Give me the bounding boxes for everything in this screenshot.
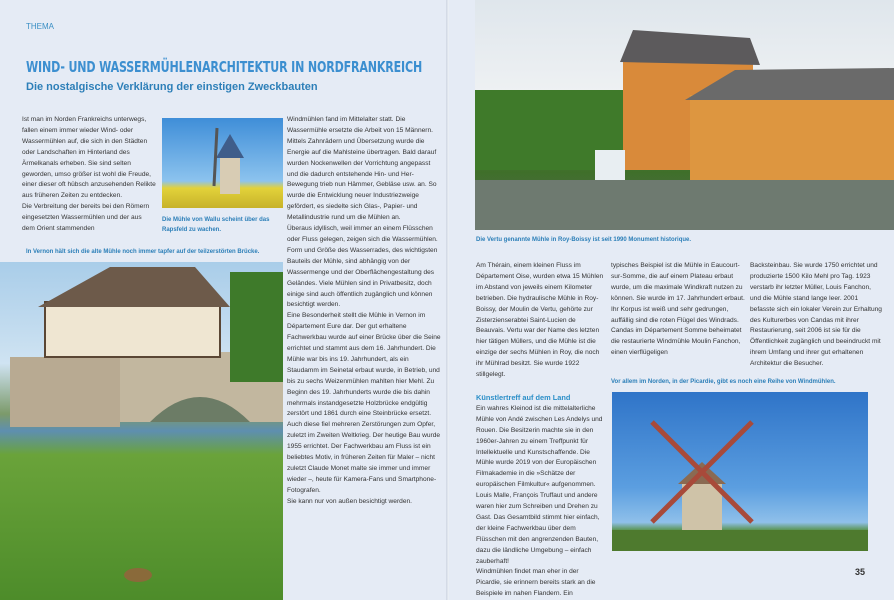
paragraph: Ist man im Norden Frankreichs unterwegs, fallen einem immer wieder Wind- oder Wassermühlen auf, die sich in den Städten oder Landschaften im Hinterland des Ärmelkanals erheben. Sie sind selten geworden, umso größer ist wohl die Freude, einer dieser oft hübsch anzusehenden Relikte aus früheren Zeiten zu entdecken.: [22, 116, 156, 200]
photo-picardie-windmill: [612, 392, 868, 551]
paragraph: typisches Beispiel ist die Mühle in Eaucourt-sur-Somme, die auf einem Plateau erbaut wurde, um die maximale Windkraft nutzen zu können. Sie wurde im 17. Jahrhundert erbaut. Ihr Korpus ist weiß und sehr gedrungen, auffällig sind die roten Flügel des Windrads.: [611, 262, 745, 324]
paragraph: Die Verbreitung der bereits bei den Römern eingesetzten Wassermühlen und der aus dem Orient stammenden: [22, 203, 150, 233]
paragraph: Ein wahres Kleinod ist die mittelalterliche Mühle von Andé zwischen Les Andelys und Rouen. Die Besitzerin machte sie in den 1960er-Jahren zu einem Treffpunkt für Intellektuelle und Kunstschaffende. Die Mühle wurde 2019 von der Europäischen Filmakademie in die »Schätze der europäischen Filmkultur« aufgenommen. Louis Malle, François Truffaut und andere waren hier zum Schreiben und Drehen zu Gast. Das Gesamtbild stimmt hier einfach, der kleine Fachwerkbau über dem Flüsschen mit den angrenzenden Bauten, dazu die ländliche Umgebung – einfach zauberhaft!: [476, 404, 603, 565]
caption-vernon: In Vernon hält sich die alte Mühle noch immer tapfer auf der teilzerstörten Brücke.: [26, 249, 260, 255]
caption-vertu: Die Vertu genannte Mühle in Roy-Boissy ist seit 1990 Monument historique.: [476, 237, 692, 243]
photo-wallu-windmill: [162, 118, 283, 208]
windmill-illustration: [162, 118, 283, 208]
article-title: WIND- UND WASSERMÜHLENARCHITEKTUR IN NORDFRANKREICH: [26, 58, 423, 76]
section-kicker: THEMA: [26, 22, 54, 31]
paragraph: Candas im Département Somme beheimatet die restaurierte Windmühle Moulin Fanchon, einen vierflügeligen: [611, 327, 742, 357]
paragraph: Sie kann nur von außen besichtigt werden.: [287, 497, 412, 505]
page-number: 35: [855, 567, 866, 577]
page-spine: [446, 0, 449, 600]
paragraph: Eine Besonderheit stellt die Mühle in Vernon im Département Eure dar. Der gut erhaltene Fachwerkbau wurde auf einer Brücke über die Seine errichtet und stammt aus dem 16. Jahrhundert. Die Mühle war bis ins 19. Jahrhundert, als ein Staudamm im Seinetal erbaut wurde, in Betrieb, und bis zu sechs Weizenmühlen mahlten hier Mehl. Zu Beginn des 19. Jahrhunderts wurde die bis dahin mehrmals instandgesetzte Holzbrücke endgültig zerstört und 1861 durch eine Steinbrücke ersetzt. Auch diese fiel mehreren Zerstörungen zum Opfer, zuletzt im Zweiten Weltkrieg. Der heutige Bau wurde 1955 errichtet. Der Fachwerkbau am Fluss ist ein beliebtes Motiv, in früheren Zeiten für Maler – nicht zuletzt Claude Monet malte sie immer und immer wieder –, heute für Kamera-Fans und Smartphone-Fotografen.: [287, 312, 441, 494]
picardie-windmill-illustration: [612, 392, 868, 551]
right-column-2: [611, 261, 745, 359]
right-column-3: [750, 261, 882, 370]
paragraph: Windmühlen fand im Mittelalter statt. Die Wassermühle ersetzte die Arbeit von 15 Männern. Mittels Zahnrädern und Übersetzung wurde die Energie auf die Mahlsteine übertragen. Bald darauf wurden Nockenwellen der Vorrichtung angepasst und die dadurch entstehende Hin- und Her-Bewegung trieb nun Hämmer, Gebläse usw. an. So wurde die Entwicklung neuer Industriezweige gefördert, es siedelte sich Glas-, Papier- und Metallindustrie rund um die Mühlen an.: [287, 116, 437, 222]
photo-vernon-mill: [0, 262, 283, 600]
paragraph: Am Thérain, einem kleinen Fluss im Département Oise, wurden etwa 15 Mühlen im Abstand von jeweils einem Kilometer betrieben. Die hydraulische Mühle in Roy-Boissy, der Moulin de Vertu, gehörte zur Zisterzienserabtei Saint-Lucien de Beauvais. Vertu war der Name des letzten hier tätigen Müllers, und die Mühle ist die einzige der sechs Mühlen in Roy, die noch ihr Mühlrad besitzt. Sie wurde 1922 stillgelegt.: [476, 262, 604, 379]
vernon-mill-illustration: [0, 262, 283, 600]
vertu-mill-illustration: [475, 0, 894, 230]
caption-picardie: Vor allem im Norden, in der Picardie, gibt es noch eine Reihe von Windmühlen.: [611, 379, 836, 385]
article-subtitle: Die nostalgische Verklärung der einstigen Zweckbauten: [26, 81, 318, 93]
subheading: Künstlertreff auf dem Land: [476, 392, 571, 402]
photo-vertu-mill: [475, 0, 894, 230]
paragraph: Überaus idyllisch, weil immer an einem Flüsschen oder Fluss gelegen, zeigen sich die Wassermühlen. Form und Größe des Wasserrades, des wichtigsten Bauteils der Mühle, sind abhängig von der Wassermenge und der Oberflächengestaltung des Geländes. Viele Mühlen sind in Privatbesitz, doch einige sind auch öffentlich zugänglich und können besichtigt werden.: [287, 225, 438, 309]
left-column-1: [22, 115, 156, 235]
paragraph: Backsteinbau. Sie wurde 1750 errichtet und produzierte 1500 Kilo Mehl pro Tag. 1923 verstarb ihr letzter Müller, Louis Fanchon, und die Mühle stand lange leer. 2001 befasste sich ein lokaler Verein zur Erhaltung des Kulturerbes von Candas mit ihrer Restaurierung, seit 2006 ist sie für die Öffentlichkeit zugänglich und beeindruckt mit ihrem Umfang und ihrer gut erhaltenen Architektur die Besucher.: [750, 262, 882, 368]
right-column-1: [476, 261, 606, 600]
caption-wallu: Die Mühle von Wallu scheint über das Rapsfeld zu wachen.: [162, 217, 270, 233]
paragraph: Windmühlen findet man eher in der Picardie, sie erinnern bereits stark an die Beispiele im nahen Flandern. Ein: [476, 568, 596, 598]
left-column-2: [287, 115, 442, 508]
